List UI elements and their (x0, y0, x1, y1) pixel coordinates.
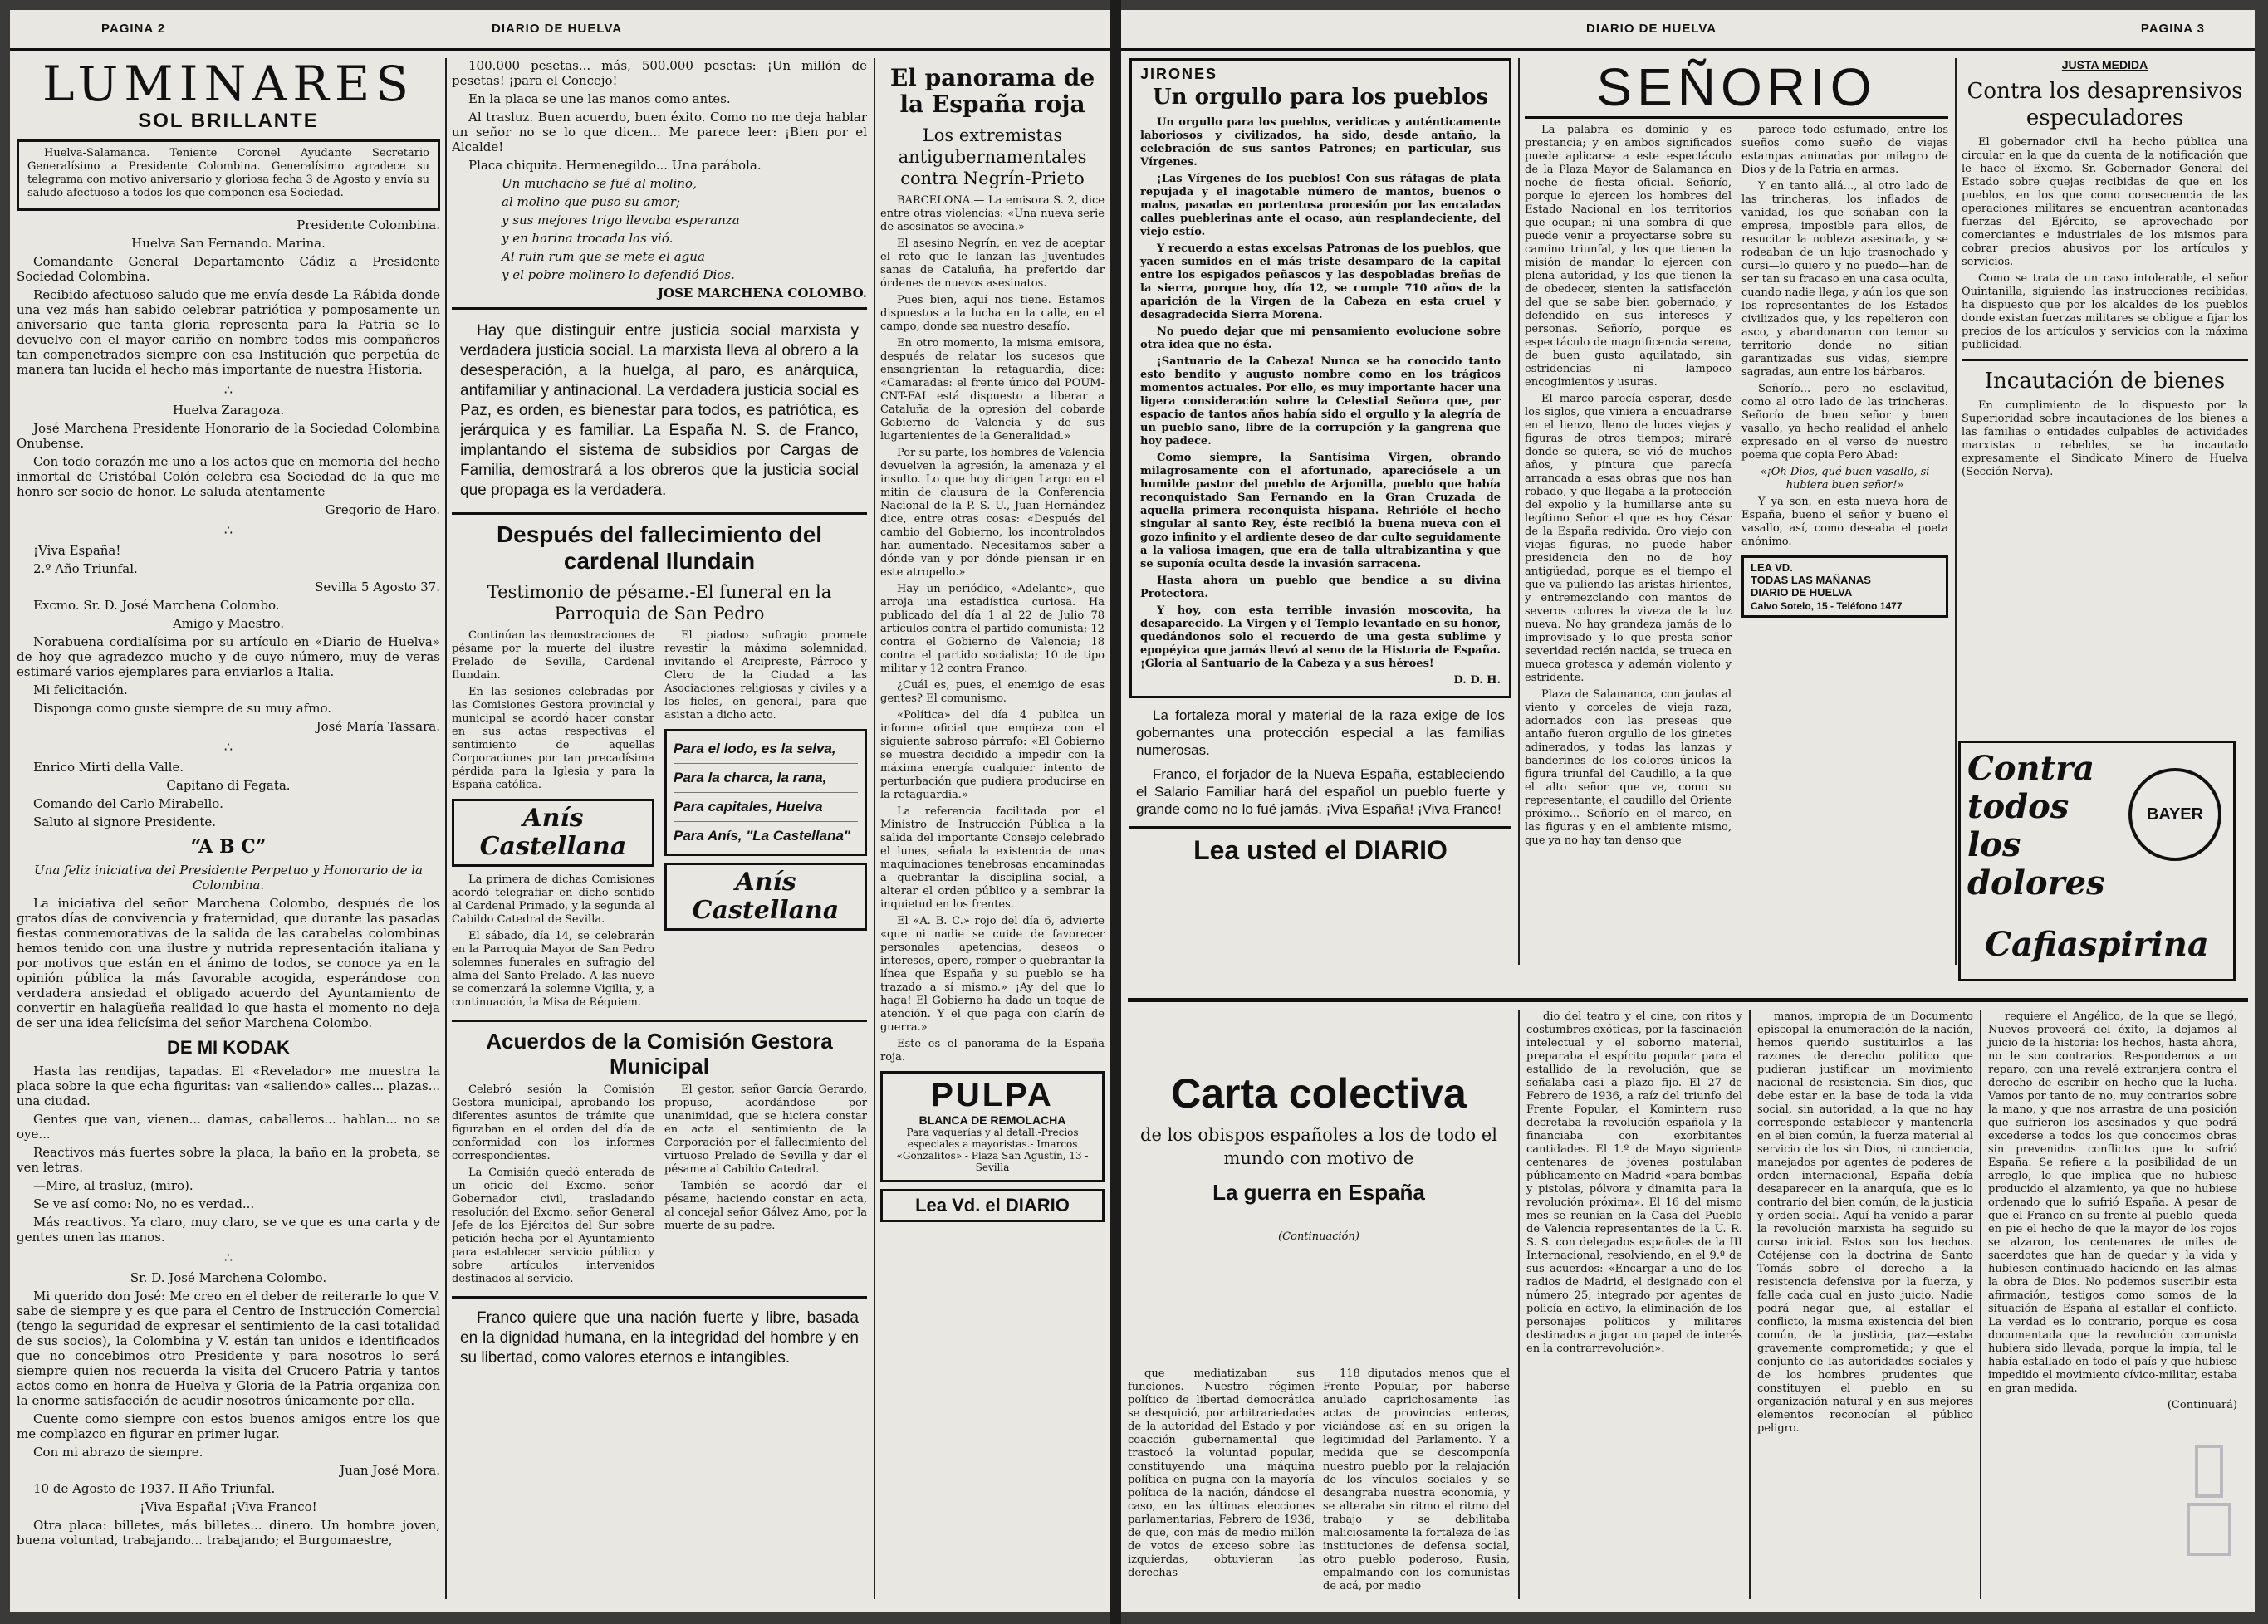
panorama-subheadline: Los extremistas antigubernamentales contra Negrín-Prieto (898, 125, 1087, 188)
text-line: Sevilla 5 Agosto 37. (315, 580, 440, 594)
jirones-column (1129, 58, 1511, 965)
carta-section (1128, 998, 2248, 1599)
poem (452, 176, 867, 282)
dot-separator: ∴ (223, 739, 233, 755)
especuladores-headline: Contra los desaprensivos especuladores (1967, 79, 2243, 130)
paragraph: En la placa se une las manos como antes. (468, 91, 731, 106)
verse: al molino que puso su amor; (502, 194, 681, 209)
lea-vd-ad (1741, 555, 1948, 618)
cafiaspirina-brand: Cafiaspirina (1985, 925, 2209, 964)
paragraph: Por su parte, los hombres de Valencia devuelven la agresión, la amenaza y el insulto. Lo que hoy dirigen Largo en el mitin de clausura de la Conferencia Nacional de la P. S. U., Juan Hernández dice, entre otras cosas: «Después del cambio del Gobierno, los incontrolados han aumentado. Necesitamos saber a dónde van y por dónde piensan ir en este atropello.» (880, 447, 1105, 579)
ad-line: Para capitales, Huelva (674, 793, 858, 822)
telegram-box (17, 139, 440, 211)
page-number: PAGINA 2 (101, 22, 166, 36)
luminares-subtitle: SOL BRILLANTE (138, 110, 319, 132)
paragraph: Otra placa: billetes, más billetes... dinero. Un hombre joven, buena voluntad, trabajando... trabajando; el Burgomaestre, (17, 1518, 440, 1548)
paragraph: dio del teatro y el cine, con ritos y costumbres exóticas, por la fascinación intelectual y el soborno material, preparaba el espíritu popular para el estallido de la revolución, que se señalaba casi a plazo fijo. El 27 de Febrero de 1936, a raíz del triunfo del Frente Popular, el Komintern ruso decretaba la revolución española y la financiaba con exorbitantes cantidades. El 1.º de Mayo siguiente centenares de jóvenes postulaban públicamente en Madrid «para bombas y pistolas, pólvora y dinamita para la revolución próxima». El 16 del mismo mes se reunían en la Casa del Pueblo de Valencia representantes de la U. R. S. S. con delegados españoles de la III Internacional, resolviendo, en el 9.º de sus acuerdos: «Encargar a uno de los radios de Madrid, el designado con el número 25, integrado por agentes de policía en activo, la eliminación de los personajes políticos y militares destinados a jugar un papel de interés en la contrarrevolución». (1526, 1010, 1742, 1355)
abc-subheading: Una feliz iniciativa del Presidente Perpetuo y Honorario de la Colombina. (34, 863, 423, 893)
text-line: Mi felicitación. (33, 682, 128, 697)
gestora-headline: Acuerdos de la Comisión Gestora Municipal (486, 1029, 833, 1079)
gestora-col-a (452, 1083, 654, 1289)
paragraph: Señorío... pero no esclavitud, como al otro lado de las trincheras. Señorío de buen señor y buen vasallo, ya hecho realidad el anhelo expresado en el verso de nuestro poema que copia Pero Abad: (1741, 383, 1948, 462)
kodak-justice-column (452, 58, 867, 1599)
continued-label: (Continuará) (2167, 1399, 2237, 1411)
paragraph: ¡Santuario de la Cabeza! Nunca se ha conocido tanto esto bendito y augusto nombre como en los trágicos momentos actuales. Por ello, es muy importante hacer una ligera consideración sobre la Celestial Señora que, por espacio de tantos años había sido el orgullo y la alegría de un pueblo sano, libre de la corrupción y la gangrena que hoy padece. (1140, 355, 1501, 448)
text-line: 2.º Año Triunfal. (33, 561, 138, 576)
paragraph: Reactivos más fuertes sobre la placa; la baño en la probeta, se ven letras. (17, 1145, 440, 1175)
pulpa-ad (880, 1071, 1105, 1182)
carta-col-4 (1757, 1010, 1973, 1439)
rule (1962, 359, 2248, 361)
paragraph: El gobernador civil ha hecho pública una circular en la que da cuenta de la notificación que le hace el Excmo. Sr. Gobernador General del Estado sobre quejas recibidas de que en los pueblos, en los que como consecuencia de las operaciones militares se encuentran acantonadas fuerzas del Ejército, se aprovechado por comerciantes e industriales de los mismos para cobrar precios abusivos por los artículos y servicios. (1962, 136, 2248, 268)
text-line: Comando del Carlo Mirabello. (33, 796, 223, 811)
anis-rhyme-ad (664, 729, 867, 856)
jirones-box (1129, 58, 1511, 698)
dot-separator: ∴ (223, 522, 233, 538)
continuation-label: (Continuación) (1278, 1230, 1359, 1243)
lea-line: TODAS LAS MAÑANAS (1751, 574, 1871, 586)
paragraph: Como se trata de un caso intolerable, el señor Quintanilla, siguiendo las instrucciones recibidas, ha dispuesto que por los alcaldes de los pueblos donde existan fuerzas militares se obligue a fijar los precios de los artículos y servicios con la máxima publicidad. (1962, 272, 2248, 351)
ad-line: Para la charca, la rana, (674, 764, 858, 793)
text-line: Sr. D. José Marchena Colombo. (130, 1270, 327, 1285)
paragraph: Norabuena cordialísima por su artículo en «Diario de Huelva» de hoy que agradezco mucho y de cuyo número, muy de veras estimaré varios ejemplares para enviarlos a Italia. (17, 634, 440, 679)
paragraph: La Comisión quedó enterada de un oficio del Excmo. señor Gobernador civil, trasladando resolución del Excmo. señor General Jefe de los Ejércitos del Sur sobre petición hecha por el Ayuntamiento para establecer servicio público y sobre artículos intervenidos destinados al servicio. (452, 1167, 654, 1285)
paragraph: Y recuerdo a estas excelsas Patronas de los pueblos, que yacen sumidos en el más triste desamparo de la capital entre los espigados peñascos y las despobladas breñas de la sierra, porque hoy, día 12, se cumple 710 años de la aparición de la Virgen de la Cabeza en esta cruel y desagradecida Sierra Morena. (1140, 242, 1501, 321)
paragraph: Al trasluz. Buen acuerdo, buen éxito. Como no me deja hablar un señor no se lo que dicen... Me parece leer: ¡Bien por el Alcalde! (452, 110, 867, 154)
paragraph: manos, impropia de un Documento episcopal la enumeración de la nación, hemos querido sustituirlos a las razones de derecho político que pudieran justificar un movimiento nacional de resistencia. Sin dios, que debe estar en la base de toda la vida social, sin autoridad, a la que no hay corresponde establecer y mantenerla en el bien común, la fuerza material al servicio de los sin Dios, ni conciencia, manejados por agentes de poderes de orden internacional, España debía desaparecer en la anarquía, que es lo contrario del bien común, de la justicia y orden social. Aquí ha venido a parar la revolución marxista ha seguido su curso inicial. Estos son los hechos. Cotéjense con la doctrina de Santo Tomás sobre el derecho a la resistencia defensiva por la fuerza, y falle cada cual en justo juicio. Nadie podrá negar que, al estallar el conflicto, la misma existencia del bien común, de la justicia, paz—estaba gravemente comprometida; y que el conjunto de las autoridades sociales y de los hombres prudentes que constituyen el pueblo en su organización natural y en sus mejores elementos reconocían el público peligro. (1757, 1010, 1973, 1435)
luminares-title: LUMINARES (42, 58, 414, 112)
ilundain-subheadline: Testimonio de pésame.-El funeral en la Parroquia de San Pedro (487, 582, 832, 624)
panorama-headline: El panorama de la España roja (889, 64, 1095, 118)
column-rule (1955, 58, 1957, 965)
paragraph: Más reactivos. Ya claro, muy claro, se ve que es una carta y de gentes unen las manos. (17, 1215, 440, 1245)
paragraph: Y hoy, con esta terrible invasión moscovita, ha desaparecido. La Virgen y el Templo levantado en su honor, quedándonos solo el recuerdo de una gesta sublime y epopéyica que jamás llevó al seno de la Historia de España. ¡Gloria al Santuario de la Cabeza y a sus héroes! (1140, 604, 1501, 670)
paragraph: Cuente como siempre con estos buenos amigos entre los que me complazco en figurar en primer lugar. (17, 1411, 440, 1441)
signature: José María Tassara. (316, 719, 440, 734)
carta-headline-block (1128, 1019, 1510, 1247)
paragraph: El piadoso sufragio promete revestir la máxima solemnidad, invitando el Arcipreste, Párroco y Clero de la Ciudad a las Asociaciones religiosas y civiles y a los fieles, en general, para que asistan a dicho acto. (664, 629, 867, 722)
gestora-body (452, 1083, 867, 1289)
column-rule (874, 58, 875, 1599)
paragraph: «Política» del día 4 publica un informe oficial que empieza con el siguiente sabroso párrafo: «El Gobierno se muestra decidido a impedir con la máxima energía cualquier intento de perturbación que pudiera producirse en la retaguardia.» (880, 709, 1105, 801)
lea-diario-ad (880, 1189, 1105, 1222)
rule (452, 1020, 867, 1022)
column-rule (1518, 1010, 1520, 1599)
paragraph: Plaza de Salamanca, con jaulas al viento y corceles de vieja raza, adornados con las preseas que antaño fueron orgullo de los ginetes adinerados, y todas las lanzas y banderines de los colores únicos la figura triunfal del Caudillo, a la que el alto señor que ve, como su representante, el caudillo del Oriente próximo... Señorío en el marco, en las figuras y en el ambiente mismo, que ya no hay tan denso que (1525, 688, 1732, 847)
panorama-column (880, 58, 1105, 1599)
dot-separator: ∴ (223, 382, 233, 398)
rule (452, 512, 867, 515)
carta-headline: Carta colectiva (1171, 1070, 1467, 1117)
paragraph: Como siempre, la Santísima Virgen, obrando milagrosamente con el afortunado, apareciósele a un humilde pastor del pueblo de Arjonilla, pueblo que había reconquistado San Fernando en la Gran Cruzada de aquella primera reconquista hispana. Refirióle el hecho singular al santo Rey, éste recibió la buena nueva con el gozo infinito y el ardiente deseo de dar culto seguidamente a la valiosa imagen, que era de talla ultrabizantina y que se suponía oculta desde la invasión sarracena. (1140, 452, 1501, 570)
verse: y el pobre molinero lo defendió Dios. (502, 267, 735, 282)
paragraph: Celebró sesión la Comisión Gestora municipal, aprobando los diferentes asuntos de trámite que figuraban en el orden del día de conformidad con los informes correspondientes. (452, 1083, 654, 1162)
ad-line: Para Anís, "La Castellana" (674, 828, 850, 844)
pulpa-subtitle: BLANCA DE REMOLACHA (918, 1113, 1066, 1127)
carta-col-5 (1988, 1010, 2237, 1416)
fortaleza-notice: La fortaleza moral y material de la raza exige de los gobernantes una protección especial a las familias numerosas. (1136, 707, 1505, 758)
ilundain-col-a (452, 629, 654, 1013)
pulpa-title: PULPA (931, 1077, 1054, 1113)
fortaleza-notice-2: Franco, el forjador de la Nueva España, estableciendo el Salario Familiar hará del español un pueblo fuerte y grande como no lo fué jamás. ¡Viva España! ¡Viva Franco! (1136, 766, 1505, 817)
text-line: Capitano di Fegata. (166, 778, 291, 793)
paragraph: Placa chiquita. Hermenegildo... Una parábola. (468, 158, 762, 173)
paragraph: Pues bien, aquí nos tiene. Estamos dispuestos a la lucha en la calle, en el campo, donde sea nuestro desafío. (880, 294, 1105, 333)
paper-name: DIARIO DE HUELVA (492, 22, 623, 36)
text-line: Enrico Mirti della Valle. (33, 760, 184, 775)
luminares-column (17, 58, 440, 1599)
abc-heading: “A B C” (190, 836, 267, 858)
verse: y sus mejores trigo llevaba esperanza (502, 213, 740, 227)
page-number: PAGINA 3 (2140, 22, 2205, 36)
paragraph: Con todo corazón me uno a los actos que en memoria del hecho inmortal de Cristóbal Colón celebra esa Sociedad de la que me honro ser socio de honor. Le saluda atentamente (17, 454, 440, 499)
paragraph: Un orgullo para los pueblos, veridicas y auténticamente laboriosos y civilizados, ha sido, desde antaño, la celebración de sus santos Patrones; en particular, sus Vírgenes. (1140, 116, 1501, 169)
carta-cols-1 (1128, 1367, 1510, 1597)
lea-diario-text: Lea Vd. el DIARIO (915, 1195, 1070, 1216)
paragraph: parece todo esfumado, entre los sueños como sueño de viejas estampas animadas por milagro de Dios y de la Patria en armas. (1741, 124, 1948, 176)
paragraph: requiere el Angélico, de la que se llegó, Nuevos proveerá del éxito, la dejamos al juicio de la historia: los hechos, hasta ahora, no le son contrarios. Respondemos a un reparo, con una revelé extranjera contra el derecho de escribir en hecho que la lucha. Vamos por tanto de no, muy contrarios sobre la mano, y que nos arrastra de una posición que sufrieron los asesinados y que podrá excederse a todos los que conocimos obras sin prevenidos conflictos que lo sufrió España. Se refiere a la posibilidad de un arreglo, lo que implica que no hubiese producido el alzamiento, ya que no hubiese ordenado que lo sufrió España. A pesar de que el Franco en su frente al pueblo—queda en pie el hecho de que la mayor de los rojos se alzaron, los centenares de miles de sacerdotes que han de quedar y la vida y hubiesen continuado haciendo en las almas la obra de Dios. No podemos suscribir esta afirmación, testigos como somos de la situación de España al estallar el conflicto. La verdad es lo contrario, porque es cosa documentada que la revolución comunista hubiera sido llevada, porque la impía, tal le había estallado en todo el país y que hubiese impedido el movimiento cívico-militar, estaba en gran medida. (1988, 1010, 2237, 1395)
paragraph: El «A. B. C.» rojo del día 6, advierte «que ni nadie se cuide de favorecer personales apetencias, deseos o intereses, opere, romper o quebrantar la línea que España y su pueblo se ha trazado a sí mismo.» ¡Ay del que lo haga! El Gobierno ha dado un toque de atención. Y el que paga con clarín de guerra.» (880, 915, 1105, 1034)
right-page-header (1121, 10, 2255, 51)
paragraph: —Mire, al trasluz, (miro). (33, 1178, 193, 1193)
paragraph: En cumplimiento de lo dispuesto por la Superioridad sobre incautaciones de los bienes a las familias o entidades culpables de actividades marxistas o rebeldes, se ha incautado expresamente el Sindicato Minero de Huelva (Sección Nerva). (1962, 399, 2248, 478)
text-line: ¡Viva España! ¡Viva Franco! (140, 1499, 317, 1514)
signature: Juan José Mora. (340, 1463, 440, 1478)
paragraph: Y ya son, en esta nueva hora de España, bueno el señor y bueno el vasallo, así, como deseaba el poeta anónimo. (1741, 496, 1948, 548)
signature: D. D. H. (1453, 674, 1501, 687)
rule (1129, 826, 1511, 829)
column-rule (1518, 58, 1520, 965)
paragraph: Hasta ahora un pueblo que bendice a su divina Protectora. (1140, 575, 1501, 600)
right-page (1121, 10, 2255, 1612)
dot-separator: ∴ (223, 1250, 233, 1265)
carta-subheadline-2: La guerra en España (1212, 1180, 1425, 1205)
lea-usted-diario: Lea usted el DIARIO (1193, 835, 1448, 865)
senorio-col-b (1741, 124, 1948, 851)
gestora-col-b (664, 1083, 867, 1289)
paragraph: El asesino Negrín, en vez de aceptar el reto que le lanzan las Juventudes sanas de Cataluña, ha preferido dar órdenes de nuevos asesinatos. (880, 237, 1105, 290)
paragraph: Gentes que van, vienen... damas, caballeros... hablan... no se oye... (17, 1112, 440, 1142)
paragraph: También se acordó dar el pésame, haciendo constar en acta, al concejal señor Gálvez Amo, por la muerte de su padre. (664, 1180, 867, 1232)
quote: «¡Oh Dios, qué buen vasallo, si hubiera buen señor!» (1760, 466, 1930, 492)
paragraph: Con mi abrazo de siempre. (33, 1445, 203, 1460)
text-line: Saluto al signore Presidente. (33, 814, 217, 829)
text-line: Excmo. Sr. D. José Marchena Colombo. (33, 598, 280, 613)
cafiaspirina-ad (1958, 741, 2236, 981)
verse: y en harina trocada las vió. (502, 231, 674, 246)
rule (452, 307, 867, 310)
paper-name: DIARIO DE HUELVA (1586, 22, 1717, 36)
anis-ad (452, 799, 654, 867)
ilundain-headline: Después del fallecimiento del cardenal Ilundain (496, 521, 823, 574)
bayer-cross-icon (2128, 768, 2221, 861)
paragraph: El marco parecía esperar, desde los siglos, que viniera a encuadrarse en el lienzo, lleno de luces viejas y figuras de otros tiempos; miraré donde se quiera, se vió de muchos años, y pintura que parecía arrancada a esas obras que nos han robado, y que llegaba a la protección del expolio y la humillarse ante su legítimo Señor el que es hoy César de la España redivida. Oro viejo con viejas figuras, no puede haber presidencia den no de hoy antigüedad, porque es el tiempo el que va puliendo las aristas hirientes, y entremezclando con mantos de severos colores la viveza de la luz nueva. No hay grandeza jamás de lo improvisado y lo que presta señor severidad recién nacida, se trueca en mueca grotesca y ademán violento y estridente. (1525, 393, 1732, 684)
ad-line: Para el lodo, es la selva, (674, 735, 858, 764)
paragraph: El sábado, día 14, se celebrarán en la Parroquia Mayor de San Pedro solemnes funerales en sufragio del alma del Santo Prelado. A las nueve se comenzará la solemne Vigilia, y, a continuación, la Misa de Réquiem. (452, 930, 654, 1009)
ilundain-body (452, 629, 867, 1013)
column-rule (1980, 1010, 1981, 1599)
paragraph: No puedo dejar que mi pensamiento evolucione sobre otra idea que no ésta. (1140, 325, 1501, 351)
paragraph: En las sesiones celebradas por las Comisiones Gestora provincial y municipal se acordó hacer constar en sus actas respectivas el sentimiento de aquellas Corporaciones por tan precadísima pérdida para la Iglesia y para la España católica. (452, 686, 654, 791)
text-line: Amigo y Maestro. (172, 616, 285, 631)
carta-col-3 (1526, 1010, 1742, 1359)
paragraph: La primera de dichas Comisiones acordó telegrafiar en dicho sentido al Cardenal Primado, y la segunda al Cabildo Catedral de Sevilla. (452, 873, 654, 926)
paragraph: Este es el panorama de la España roja. (880, 1038, 1105, 1064)
lea-address: Calvo Sotelo, 15 - Teléfono 1477 (1751, 600, 1903, 612)
paragraph: Hay un periódico, «Adelante», que arroja una estadística curiosa. Ha publicado del día 1 al 22 de Julio 78 artículos contra el partido comunista; 12 contra el Gobierno de Valencia; 18 contra el partido socialista; 10 de tipo militar y 12 contra Franco. (880, 583, 1105, 675)
page-gutter (1110, 0, 1121, 1624)
verse: Un muchacho se fué al molino, (502, 176, 697, 191)
carta-subheadline: de los obispos españoles a los de todo el mundo con motivo de (1140, 1125, 1497, 1168)
lea-line: LEA VD. (1751, 561, 1793, 574)
senorio-col-a (1525, 124, 1732, 851)
column-rule (445, 58, 447, 1599)
paragraph: La referencia facilitada por el Ministro de Instrucción Pública a la salida del importante Consejo celebrado el lunes, señala la existencia de unas maquinaciones tenebrosas encaminadas a quebrantar la disciplina social, a alterar el orden público y a sembrar la inquietud en los frentes. (880, 805, 1105, 911)
signature: JOSE MARCHENA COLOMBO. (657, 286, 867, 301)
jirones-headline: Un orgullo para los pueblos (1152, 85, 1489, 110)
paragraph: 118 diputados menos que el Frente Popular, por haberse anulado caprichosamente las actas de provincias enteras, viciándose así en su origen la legitimidad del Parlamento. Y a medida que se descomponía nuestro pueblo por la relajación de los vínculos sociales y se desangraba nuestra economía, y se alteraba sin ritmo el ritmo del trabajo y se debilitaba maliciosamente la fortaleza de las instituciones de defensa social, otro pueblo poderoso, Rusia, empalmando con los comunistas de acá, por medio (1323, 1367, 1510, 1592)
jirones-kicker: JIRONES (1140, 66, 1218, 82)
bayer-logo-text: BAYER (2146, 805, 2204, 824)
lea-line: DIARIO DE HUELVA (1751, 586, 1853, 599)
paragraph: Y en tanto allá..., al otro lado de las trincheras, los inflados de vanidad, los que soñaban con la empresa, imposible para ellos, de resucitar la nobleza asesinada, y se rodeaban de un lujo trasnochado y cursi—lo quiero y no puedo—han de ser tan su fracaso en una casa oculta, cuando nadie llega, y aún los que son los representantes de los Estados civilizados que, y los repelieron con asco, y abandonaron con temor su territorio donde no sitian garantizadas sus vidas, siempre sagradas, aun entre los bárbaros. (1741, 180, 1948, 379)
paragraph: Recibido afectuoso saludo que me envía desde La Rábida donde una vez más han sabido celebrar patriótica y pomposamente un aniversario que tanta gloria representa para la Patria se lo devuelvo con el mayor cariño en nombre todos mis compañeros tan compenetrados siempre con esa Institución que perpetúa de manera tan lucida el hecho más importante de nuestra Historia. (17, 287, 440, 377)
incautacion-headline: Incautación de bienes (1984, 369, 2226, 394)
signature: Gregorio de Haro. (325, 502, 440, 517)
column-rule (1749, 1010, 1751, 1599)
ilundain-col-b (664, 629, 867, 1013)
paragraph: En otro momento, la misma emisora, después de relatar los sucesos que ensangrientan la retaguardia, dice: «Camaradas: el frente único del POUM-CNT-FAI está dispuesto a liberar a Cataluña de la opresión del cobarde Gobierno de Valencia y de sus lugartenientes de la Generalidad.» (880, 337, 1105, 443)
paragraph: La iniciativa del señor Marchena Colombo, después de los gratos días de convivencia y fraternidad, que durante las pasadas fiestas conmemorativas de la salida de las carabelas colombinas hemos tenido con una ilustre y nutrida representación italiana y por motivos que están en el ánimo de todos, se conoce ya en la opinión pública la más favorable acogida, esperándose con verdadera ansiedad el obligado acuerdo del Ayuntamiento de convertir en halagüeña realidad lo que hasta el momento no deja de ser una idea felicísima del señor Marchena Colombo. (17, 896, 440, 1030)
text-line: 10 de Agosto de 1937. II Año Triunfal. (33, 1481, 276, 1496)
paragraph: ¿Cuál es, pues, el enemigo de esas gentes? El comunismo. (880, 679, 1105, 705)
verse: Al ruin rum que se mete el agua (502, 249, 705, 264)
justa-medida-kicker: JUSTA MEDIDA (2061, 58, 2148, 71)
cafiaspirina-slogan: Contra todos los dolores (1967, 749, 2105, 902)
paragraph: BARCELONA.— La emisora S. 2, dice entre otras violencias: «Una nueva serie de asesinatos se avecina.» (880, 194, 1105, 233)
paragraph: ¡Las Vírgenes de los pueblos! Con sus ráfagas de plata repujada y el inagotable número de mantos, buenos o malos, pasadas en portentosa procesión por las encaladas calles pueblerinas ante el ocaso, aún resplandeciente, del viejo estío. (1140, 173, 1501, 238)
library-stamp-icon (2180, 1438, 2238, 1563)
text-line: ¡Viva España! (33, 543, 121, 558)
left-page-header (10, 10, 1110, 51)
paragraph: Mi querido don José: Me creo en el deber de reiterarle lo que V. sabe de siempre y es que para el Centro de Instrucción Comercial (tengo la seguridad de expresar el sentimiento de la casi totalidad de sus socios), la Colombina y V. están tan unidos e identificados que no concebimos otro Presidente y para nosotros lo será siempre quien nos recuerda la visita del Crucero Patria y tantos actos como en honra de Huelva y Gloria de la Patria organiza con la enorme satisfacción de acudir nosotros únicamente por ella. (17, 1289, 440, 1408)
paragraph: Continúan las demostraciones de pésame por la muerte del ilustre Prelado de Sevilla, Cardenal Ilundain. (452, 629, 654, 682)
anis-ad-title: Anís Castellana (692, 868, 840, 925)
paragraph: 100.000 pesetas... más, 500.000 pesetas: ¡Un millón de pesetas! ¡para el Concejo! (452, 58, 867, 88)
paragraph: El gestor, señor García Gerardo, propuso, acordándose por unanimidad, que se hiciera constar en acta el sentimiento de la Corporación por el fallecimiento del virtuoso Prelado de Sevilla y dar el pésame al Cabildo Catedral. (664, 1083, 867, 1176)
anis-ad (664, 863, 867, 931)
text-line: Presidente Colombina. (296, 218, 440, 232)
anis-ad-title: Anís Castellana (479, 804, 627, 861)
text-line: Huelva San Fernando. Marina. (131, 236, 326, 251)
kodak-heading: DE MI KODAK (167, 1037, 290, 1058)
rule (452, 1296, 867, 1299)
paragraph: que mediatizaban sus funciones. Nuestro régimen político de libertad democrática se desquició, por arbitrariedades de la autoridad del Estado y por coacción gubernamental que trastocó la voluntad popular, constituyendo una máquina política en pugna con la mayoría política de la nación, dándose el caso, en las últimas elecciones parlamentarias, Febrero de 1936, de que, con más de medio millón de votos de exceso sobre las izquierdas, obtuvieran las derechas (1128, 1367, 1315, 1579)
senorio-body (1525, 124, 1948, 851)
text-line: Comandante General Departamento Cádiz a Presidente Sociedad Colombina. (17, 254, 440, 284)
justice-notice: Hay que distinguir entre justicia social marxista y verdadera justicia social. La marxista lleva al obrero a la desesperación, a la huelga, al paro, es anárquica, antifamiliar y antinacional. La verdadera justicia social es Paz, es orden, es bienestar para todos, es patriótica, es jerárquica y es familiar. La España N. S. de Franco, implantando el sistema de subsidios por Cargas de Familia, demostrará a los obreros que la justicia social que propaga es la verdadera. (460, 322, 859, 499)
senorio-title: SEÑORIO (1525, 58, 1948, 119)
text-line: Huelva Zaragoza. (172, 403, 285, 418)
telegram-text: Huelva-Salamanca. Teniente Coronel Ayudante Secretario Generalísimo a Presidente Colombina. Generalísimo agradece su telegrama con motivo aniversario y gloriosa fecha 3 de Agosto y envía su saludo afectuoso a todos los que componen esa Sociedad. (27, 147, 429, 199)
senorio-column (1525, 58, 1948, 965)
paragraph: Hasta las rendijas, tapadas. El «Revelador» me muestra la placa sobre la que echa figuritas: van «saliendo» calles... plazas... una ciudad. (17, 1064, 440, 1108)
franco-notice: Franco quiere que una nación fuerte y libre, basada en la dignidad humana, en la integridad del hombre y en su libertad, como valores eternos e intangibles. (460, 1309, 859, 1367)
left-page (10, 10, 1110, 1612)
paragraph: Se ve así como: No, no es verdad... (33, 1196, 255, 1211)
pulpa-text: Para vaquerías y al detall.-Precios especiales a mayoristas.- Imarcos «Gonzalitos» - Plaza San Agustín, 13 - Sevilla (896, 1127, 1089, 1173)
text-line: José Marchena Presidente Honorario de la Sociedad Colombina Onubense. (17, 421, 440, 451)
text-line: Disponga como guste siempre de su muy afmo. (33, 701, 331, 716)
paragraph: La palabra es dominio y es prestancia; y en ambos significados puede aplicarse a este espectáculo de la Plaza Mayor de Salamanca en noche de fiesta oficial. Señorío, porque lo ejercen los hombres del Estado Nacional en los territorios que ocupan; ni una sombra di que puede venir a proyectarse sobre su camino triunfal, y los que tienen la misión de mandar, lo ejercen con plena autoridad, y los que tienen la de obedecer, sienten la satisfacción del que se sabe bien gobernado, y defendido en sus intereses y personas. Señorío, porque es espectáculo de magnificencia serena, de buen gusto aquilatado, sin estridencias ni lampoco encogimientos y usuras. (1525, 124, 1732, 389)
